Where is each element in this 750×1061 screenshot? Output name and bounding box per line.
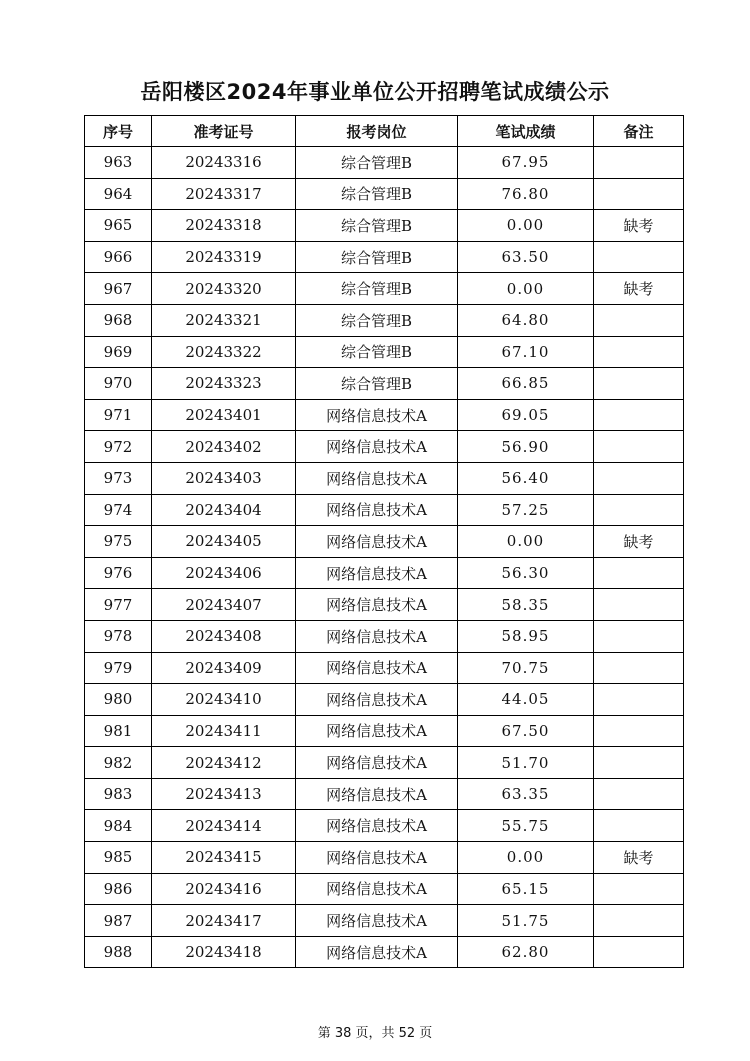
cell-score: 51.70 — [458, 747, 594, 779]
cell-score: 63.35 — [458, 778, 594, 810]
cell-index: 969 — [85, 336, 152, 368]
cell-score: 0.00 — [458, 526, 594, 558]
cell-index: 984 — [85, 810, 152, 842]
table-header-row — [85, 116, 684, 147]
cell-exam-id: 20243408 — [152, 620, 296, 652]
cell-exam-id: 20243411 — [152, 715, 296, 747]
cell-remark: 缺考 — [594, 273, 684, 305]
cell-exam-id: 20243319 — [152, 241, 296, 273]
table-row — [85, 778, 684, 810]
table-row — [85, 747, 684, 779]
cell-score: 58.95 — [458, 620, 594, 652]
cell-exam-id: 20243402 — [152, 431, 296, 463]
page-footer: 第 38 页，共 52 页 — [317, 1026, 433, 1041]
cell-position: 网络信息技术A — [296, 936, 458, 968]
table-row — [85, 557, 684, 589]
cell-position: 网络信息技术A — [296, 620, 458, 652]
cell-remark — [594, 304, 684, 336]
table-row — [85, 368, 684, 400]
cell-exam-id: 20243403 — [152, 462, 296, 494]
cell-score: 57.25 — [458, 494, 594, 526]
cell-index: 985 — [85, 842, 152, 874]
cell-position: 网络信息技术A — [296, 747, 458, 779]
cell-index: 976 — [85, 557, 152, 589]
cell-exam-id: 20243321 — [152, 304, 296, 336]
cell-remark: 缺考 — [594, 526, 684, 558]
cell-index: 966 — [85, 241, 152, 273]
table-row — [85, 210, 684, 242]
cell-position: 网络信息技术A — [296, 810, 458, 842]
table-row — [85, 842, 684, 874]
cell-position: 综合管理B — [296, 368, 458, 400]
table-body — [85, 147, 684, 968]
cell-exam-id: 20243405 — [152, 526, 296, 558]
cell-remark — [594, 589, 684, 621]
cell-score: 64.80 — [458, 304, 594, 336]
cell-exam-id: 20243410 — [152, 684, 296, 716]
cell-index: 982 — [85, 747, 152, 779]
cell-score: 63.50 — [458, 241, 594, 273]
cell-position: 综合管理B — [296, 241, 458, 273]
table-row — [85, 494, 684, 526]
cell-remark: 缺考 — [594, 842, 684, 874]
table-row — [85, 936, 684, 968]
cell-score: 58.35 — [458, 589, 594, 621]
score-table — [84, 115, 684, 968]
cell-position: 网络信息技术A — [296, 778, 458, 810]
cell-index: 970 — [85, 368, 152, 400]
cell-index: 975 — [85, 526, 152, 558]
cell-remark — [594, 778, 684, 810]
cell-score: 67.95 — [458, 147, 594, 179]
cell-remark — [594, 810, 684, 842]
page-title: 岳阳楼区2024年事业单位公开招聘笔试成绩公示 — [140, 80, 610, 104]
cell-exam-id: 20243406 — [152, 557, 296, 589]
header-remark: 备注 — [594, 116, 684, 147]
cell-remark — [594, 336, 684, 368]
cell-exam-id: 20243318 — [152, 210, 296, 242]
cell-score: 56.90 — [458, 431, 594, 463]
cell-index: 978 — [85, 620, 152, 652]
cell-index: 981 — [85, 715, 152, 747]
cell-remark — [594, 147, 684, 179]
cell-exam-id: 20243409 — [152, 652, 296, 684]
table-row — [85, 684, 684, 716]
cell-index: 977 — [85, 589, 152, 621]
cell-score: 62.80 — [458, 936, 594, 968]
cell-exam-id: 20243316 — [152, 147, 296, 179]
cell-position: 网络信息技术A — [296, 399, 458, 431]
cell-position: 综合管理B — [296, 273, 458, 305]
cell-exam-id: 20243407 — [152, 589, 296, 621]
cell-position: 网络信息技术A — [296, 557, 458, 589]
cell-remark: 缺考 — [594, 210, 684, 242]
cell-index: 972 — [85, 431, 152, 463]
cell-exam-id: 20243416 — [152, 873, 296, 905]
table-row — [85, 526, 684, 558]
cell-index: 971 — [85, 399, 152, 431]
cell-score: 69.05 — [458, 399, 594, 431]
cell-position: 网络信息技术A — [296, 589, 458, 621]
cell-score: 51.75 — [458, 905, 594, 937]
cell-remark — [594, 494, 684, 526]
cell-remark — [594, 462, 684, 494]
cell-remark — [594, 747, 684, 779]
cell-score: 55.75 — [458, 810, 594, 842]
cell-remark — [594, 684, 684, 716]
table-row — [85, 241, 684, 273]
cell-position: 综合管理B — [296, 210, 458, 242]
table-row — [85, 905, 684, 937]
cell-exam-id: 20243323 — [152, 368, 296, 400]
table-row — [85, 620, 684, 652]
cell-position: 网络信息技术A — [296, 873, 458, 905]
cell-position: 网络信息技术A — [296, 431, 458, 463]
cell-index: 979 — [85, 652, 152, 684]
cell-score: 0.00 — [458, 842, 594, 874]
cell-position: 网络信息技术A — [296, 715, 458, 747]
cell-remark — [594, 431, 684, 463]
cell-exam-id: 20243415 — [152, 842, 296, 874]
cell-position: 网络信息技术A — [296, 842, 458, 874]
cell-index: 987 — [85, 905, 152, 937]
cell-position: 网络信息技术A — [296, 905, 458, 937]
cell-score: 76.80 — [458, 178, 594, 210]
table-row — [85, 589, 684, 621]
cell-remark — [594, 178, 684, 210]
header-exam-id: 准考证号 — [152, 116, 296, 147]
cell-exam-id: 20243404 — [152, 494, 296, 526]
cell-remark — [594, 873, 684, 905]
cell-position: 网络信息技术A — [296, 652, 458, 684]
cell-remark — [594, 715, 684, 747]
table-row — [85, 431, 684, 463]
table-row — [85, 147, 684, 179]
cell-index: 965 — [85, 210, 152, 242]
cell-exam-id: 20243401 — [152, 399, 296, 431]
cell-index: 964 — [85, 178, 152, 210]
cell-position: 综合管理B — [296, 304, 458, 336]
cell-score: 0.00 — [458, 210, 594, 242]
cell-exam-id: 20243320 — [152, 273, 296, 305]
cell-index: 968 — [85, 304, 152, 336]
table-row — [85, 304, 684, 336]
table-row — [85, 873, 684, 905]
cell-remark — [594, 368, 684, 400]
cell-position: 网络信息技术A — [296, 462, 458, 494]
table-row — [85, 178, 684, 210]
cell-score: 56.30 — [458, 557, 594, 589]
cell-remark — [594, 557, 684, 589]
cell-score: 70.75 — [458, 652, 594, 684]
cell-score: 65.15 — [458, 873, 594, 905]
cell-index: 963 — [85, 147, 152, 179]
cell-position: 网络信息技术A — [296, 684, 458, 716]
header-position: 报考岗位 — [296, 116, 458, 147]
cell-exam-id: 20243412 — [152, 747, 296, 779]
cell-score: 56.40 — [458, 462, 594, 494]
table-row — [85, 336, 684, 368]
cell-exam-id: 20243414 — [152, 810, 296, 842]
cell-remark — [594, 936, 684, 968]
cell-exam-id: 20243413 — [152, 778, 296, 810]
cell-position: 网络信息技术A — [296, 526, 458, 558]
table-row — [85, 810, 684, 842]
cell-exam-id: 20243317 — [152, 178, 296, 210]
cell-index: 988 — [85, 936, 152, 968]
table-row — [85, 462, 684, 494]
cell-index: 983 — [85, 778, 152, 810]
header-index: 序号 — [85, 116, 152, 147]
cell-remark — [594, 620, 684, 652]
cell-index: 974 — [85, 494, 152, 526]
cell-remark — [594, 241, 684, 273]
cell-remark — [594, 905, 684, 937]
cell-position: 网络信息技术A — [296, 494, 458, 526]
cell-score: 67.10 — [458, 336, 594, 368]
cell-index: 980 — [85, 684, 152, 716]
cell-index: 967 — [85, 273, 152, 305]
cell-index: 986 — [85, 873, 152, 905]
header-score: 笔试成绩 — [458, 116, 594, 147]
cell-exam-id: 20243417 — [152, 905, 296, 937]
cell-position: 综合管理B — [296, 178, 458, 210]
cell-remark — [594, 399, 684, 431]
cell-position: 综合管理B — [296, 147, 458, 179]
cell-remark — [594, 652, 684, 684]
cell-score: 44.05 — [458, 684, 594, 716]
table-row — [85, 652, 684, 684]
cell-score: 67.50 — [458, 715, 594, 747]
cell-exam-id: 20243322 — [152, 336, 296, 368]
table-row — [85, 273, 684, 305]
cell-score: 0.00 — [458, 273, 594, 305]
cell-index: 973 — [85, 462, 152, 494]
cell-exam-id: 20243418 — [152, 936, 296, 968]
cell-score: 66.85 — [458, 368, 594, 400]
cell-position: 综合管理B — [296, 336, 458, 368]
table-row — [85, 399, 684, 431]
table-row — [85, 715, 684, 747]
